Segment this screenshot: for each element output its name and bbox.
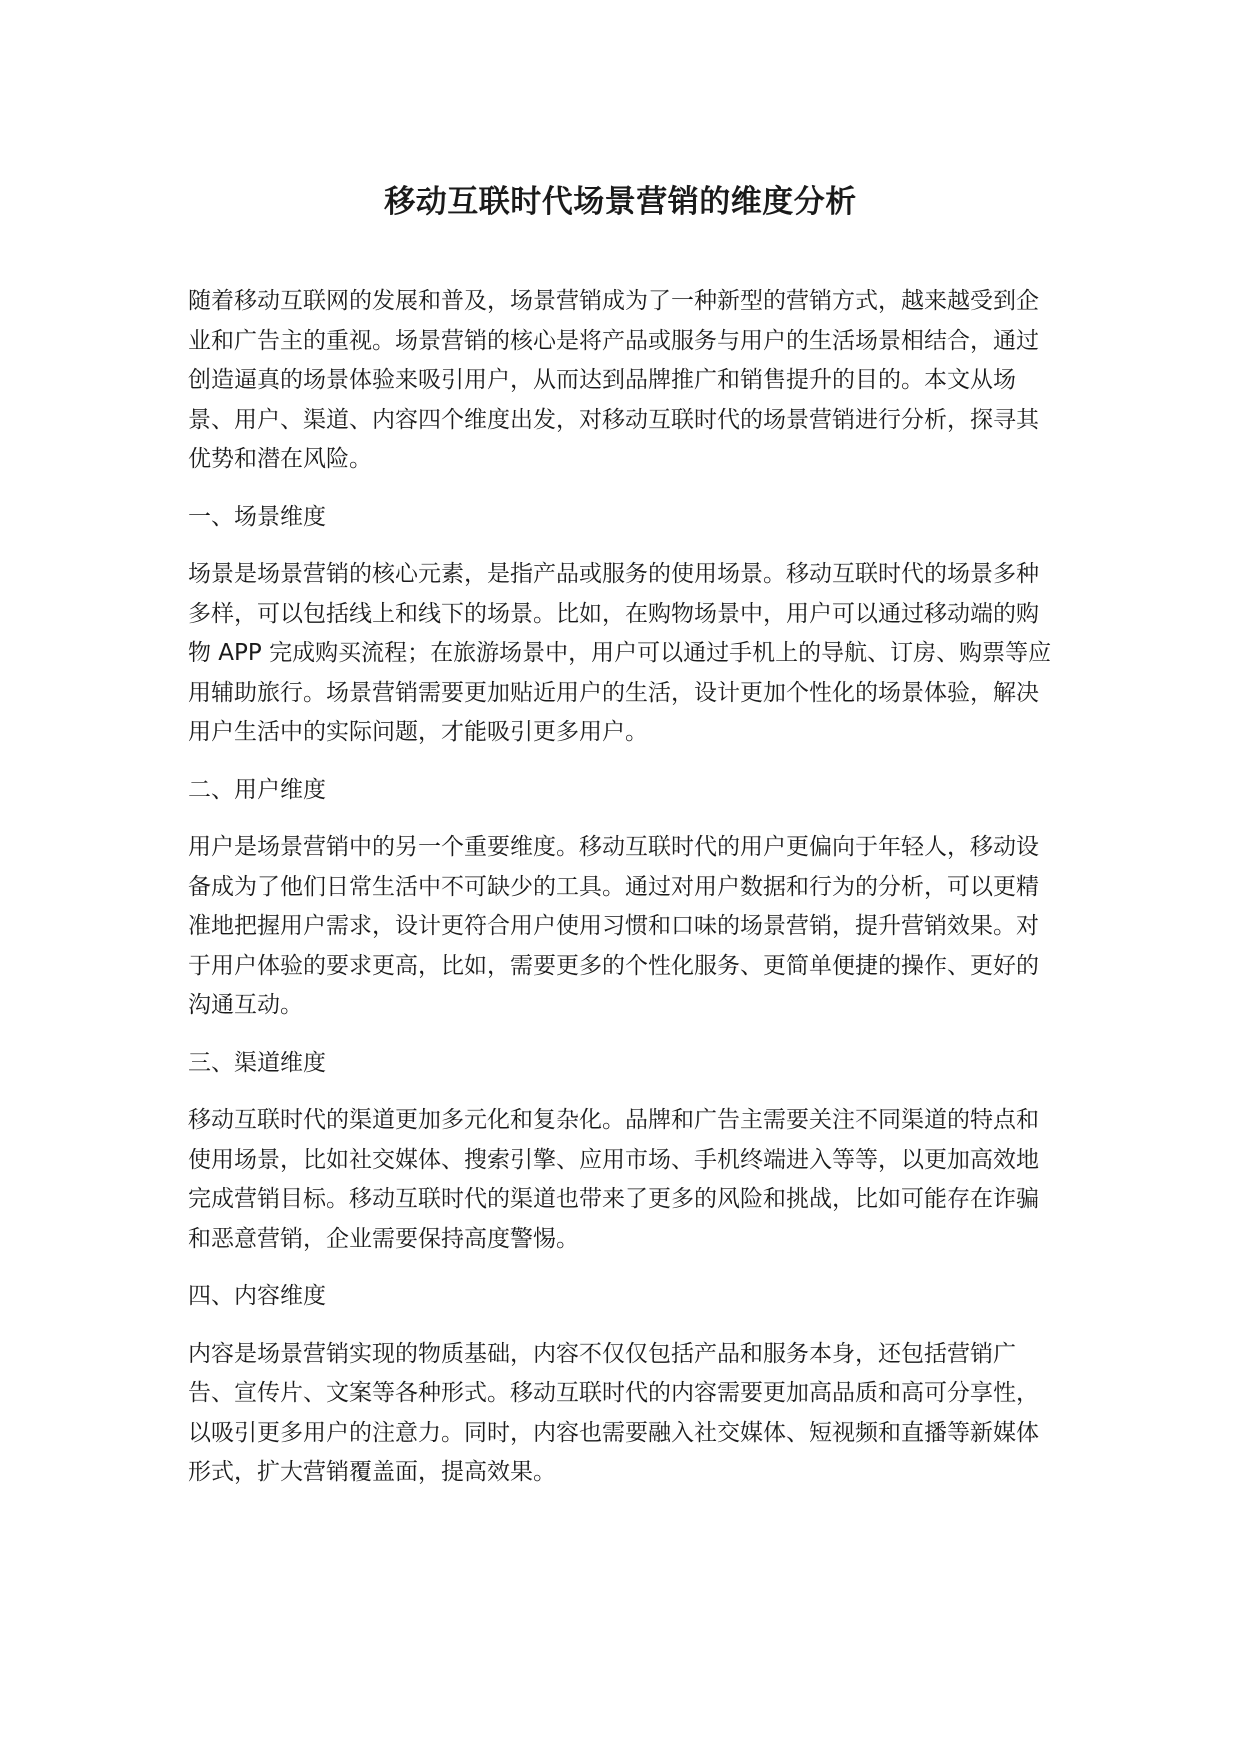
section-body-content: 内容是场景营销实现的物质基础，内容不仅仅包括产品和服务本身，还包括营销广告、宣传片、文案等各种形式。移动互联时代的内容需要更加高品质和高可分享性，以吸引更多用户的注意力。同时，内容也需要融入社交媒体、短视频和直播等新媒体形式，扩大营销覆盖面，提高效果。 [188, 1340, 1039, 1485]
intro-paragraph: 随着移动互联网的发展和普及，场景营销成为了一种新型的营销方式，越来越受到企业和广告主的重视。场景营销的核心是将产品或服务与用户的生活场景相结合，通过创造逼真的场景体验来吸引用户，从而达到品牌推广和销售提升的目的。本文从场景、用户、渠道、内容四个维度出发，对移动互联时代的场景营销进行分析，探寻其优势和潜在风险。 [188, 288, 1039, 472]
document-body [188, 282, 1058, 1511]
section-body-scene: 场景是场景营销的核心元素，是指产品或服务的使用场景。移动互联时代的场景多种多样，可以包括线上和线下的场景。比如，在购物场景中，用户可以通过移动端的购物 APP 完成购买流程；在旅游场景中，用户可以通过手机上的导航、订房、购票等应用辅助旅行。场景营销需要更加贴近用户的生活，设计更加个性化的场景体验，解决用户生活中的实际问题，才能吸引更多用户。 [188, 561, 1052, 745]
section-body-channel: 移动互联时代的渠道更加多元化和复杂化。品牌和广告主需要关注不同渠道的特点和使用场景，比如社交媒体、搜索引擎、应用市场、手机终端进入等等，以更加高效地完成营销目标。移动互联时代的渠道也带来了更多的风险和挑战，比如可能存在诈骗和恶意营销，企业需要保持高度警惕。 [188, 1107, 1039, 1252]
section-heading-channel: 三、渠道维度 [188, 1049, 326, 1076]
document-title: 移动互联时代场景营销的维度分析 [384, 184, 857, 220]
section-body-user: 用户是场景营销中的另一个重要维度。移动互联时代的用户更偏向于年轻人，移动设备成为了他们日常生活中不可缺少的工具。通过对用户数据和行为的分析，可以更精准地把握用户需求，设计更符合用户使用习惯和口味的场景营销，提升营销效果。对于用户体验的要求更高，比如，需要更多的个性化服务、更简单便捷的操作、更好的沟通互动。 [188, 834, 1039, 1018]
section-heading-user: 二、用户维度 [188, 776, 326, 803]
section-heading-scene: 一、场景维度 [188, 503, 326, 530]
section-heading-content: 四、内容维度 [188, 1283, 326, 1309]
